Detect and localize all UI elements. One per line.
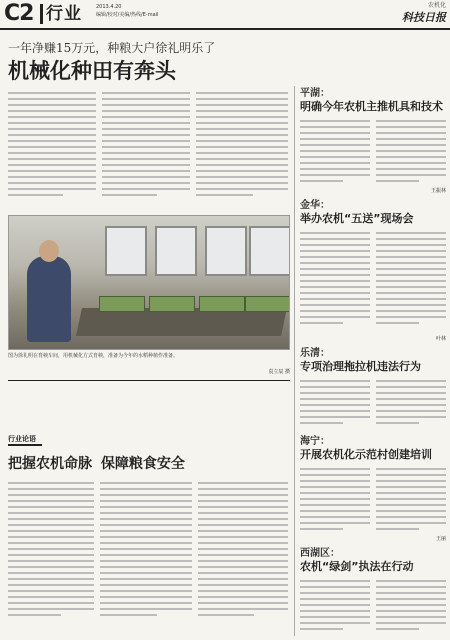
story-body-haining-2 <box>376 468 446 534</box>
story-headline-jinhua: 举办农机“五送”现场会 <box>300 212 414 225</box>
story-body-xihu-1 <box>300 580 370 636</box>
newspaper-brand: 科技日报 <box>402 11 446 24</box>
article-body-col-1 <box>8 92 96 210</box>
section-name: 行业 <box>46 4 82 24</box>
brand-sub: 农机化 <box>427 2 446 9</box>
edition-line: 编辑/校对/美编/热线/E-mail <box>96 12 159 18</box>
logo-bar <box>40 4 43 24</box>
region-label-jinhua: 金华： <box>300 200 330 211</box>
bottom-body-col-2 <box>100 482 192 632</box>
story-body-jinhua-2 <box>376 232 446 332</box>
story-byline-jinhua: 叶林 <box>435 336 446 342</box>
photo-caption: 图为徐礼明在育秧车间，用机械化方式育秧，准备为今年的水稻种植作准备。 <box>8 353 179 359</box>
article-body-col-2 <box>102 92 190 210</box>
story-headline-pinghu: 明确今年农机主推机具和技术 <box>300 100 443 113</box>
story-body-pinghu-2 <box>376 120 446 186</box>
bottom-body-col-3 <box>198 482 288 632</box>
story-body-jinhua-1 <box>300 232 370 332</box>
story-body-pinghu-1 <box>300 120 370 186</box>
article-photo <box>8 215 290 350</box>
section-label: 行业论语 <box>8 434 42 446</box>
story-headline-haining: 开展农机化示范村创建培训 <box>300 448 432 461</box>
story-headline-yueqing: 专项治理拖拉机违法行为 <box>300 360 421 373</box>
region-label-pinghu: 平湖： <box>300 88 330 99</box>
region-label-yueqing: 乐清： <box>300 348 330 359</box>
bottom-headline: 把握农机命脉 保障粮食安全 <box>8 456 185 472</box>
story-body-haining-1 <box>300 468 370 534</box>
article-headline: 机械化种田有奔头 <box>8 59 176 83</box>
story-body-yueqing-1 <box>300 380 370 428</box>
region-label-xihu: 西湖区： <box>300 548 340 559</box>
region-label-haining: 海宁： <box>300 436 330 447</box>
story-byline-haining: 王丽 <box>435 536 446 542</box>
story-byline-pinghu: 王振林 <box>430 188 446 194</box>
story-body-yueqing-2 <box>376 380 446 428</box>
article-body-col-3 <box>196 92 288 210</box>
bottom-body-col-1 <box>8 482 94 632</box>
story-headline-xihu: 农机“绿剑”执法在行动 <box>300 560 414 573</box>
date-line: 2013.4.20 <box>96 4 122 10</box>
story-body-xihu-2 <box>376 580 446 636</box>
column-divider <box>294 86 295 636</box>
article-kicker: 一年净赚15万元，种粮大户徐礼明乐了 <box>8 41 216 55</box>
page-code: C2 <box>4 1 34 26</box>
photo-byline: 袁立辰 摄 <box>268 369 290 375</box>
section-rule <box>8 380 290 381</box>
